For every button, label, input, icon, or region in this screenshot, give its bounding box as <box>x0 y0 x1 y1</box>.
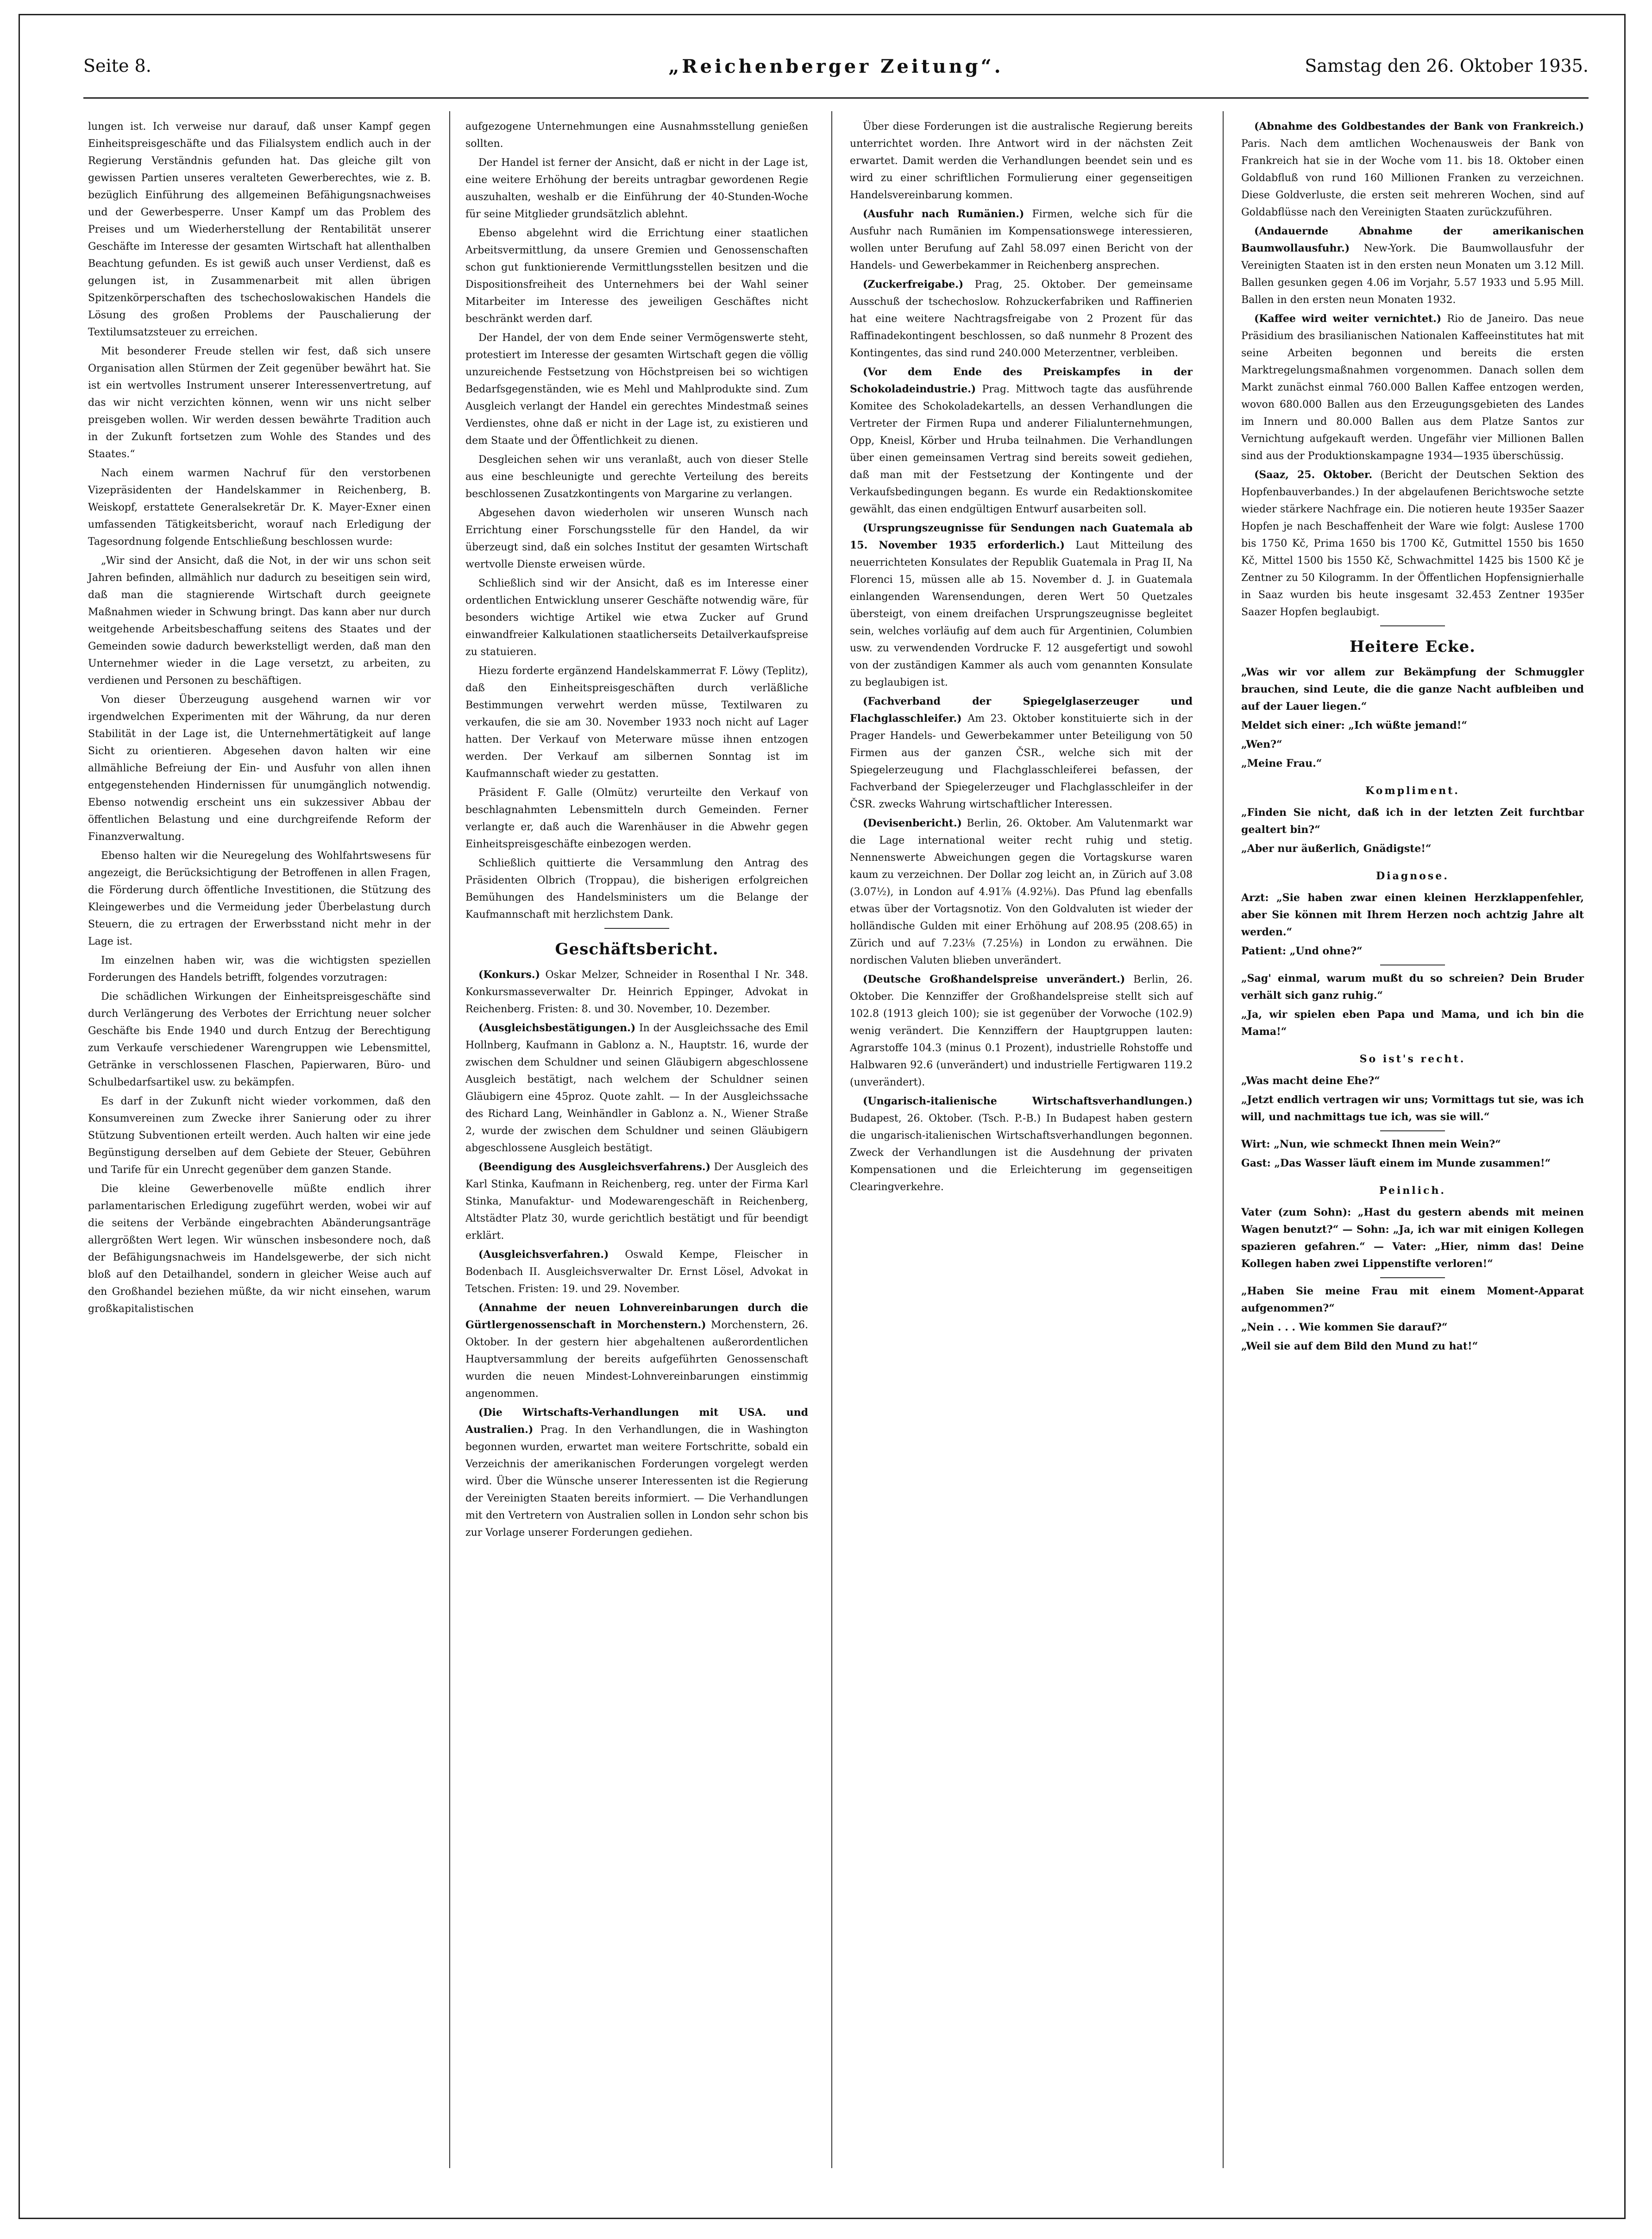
humor-line: „Ja, wir spielen eben Papa und Mama, und ich bin die Mama!“ <box>1241 1009 1584 1038</box>
news-item-text: New-York. Die Baumwollausfuhr der Vereinigten Staaten ist in den ersten neun Monaten um 3.12 Mill. Ballen gesunken gegen 4.06 im Vorjahr, 5.57 1933 und 5.95 Mill. Ballen in den ersten neun Monaten 1932. <box>1241 243 1584 306</box>
humor-line: „Weil sie auf dem Bild den Mund zu hat!“ <box>1241 1340 1478 1352</box>
humor-title: Peinlich. <box>1379 1185 1446 1197</box>
humor-section <box>1241 664 1584 1355</box>
divider <box>1380 625 1445 626</box>
news-item-heading: (Saaz, 25. Oktober. <box>1254 469 1373 481</box>
news-item-text: Prag. Mittwoch tagte das ausführende Komitee des Schokoladekartells, an dessen Verhandlungen die Vertreter der Firmen Rupa und anderer Filialunternehmungen, Opp, Kneisl, Körber und Hruba teilnahmen. Die Verhandlungen über einen gemeinsamen Vertrag sind bereits soweit gediehen, daß man mit der Festsetzung der Kontingente und der Verkaufsbedingungen begann. Es wurde ein Redaktionskomitee gewählt, das einen endgültigen Entwurf ausarbeiten soll. <box>850 384 1193 515</box>
paragraph: Ebenso abgelehnt wird die Errichtung einer staatlichen Arbeitsvermittlung, da unsere Gremien und Genossenschaften schon gut funktionierende Vermittlungsstellen besitzen und die Dispositionsfreiheit des Unternehmers bei der Wahl seiner Mitarbeiter im Interesse des jeweiligen Geschäftes nicht beschränkt werden darf. <box>465 227 808 325</box>
news-item <box>850 520 1193 691</box>
news-item-text: Am 23. Oktober konstituierte sich in der Prager Handels- und Gewerbekammer unter Beteiligung von 50 Firmen aus der ganzen ČSR., welche sich mit der Spiegelerzeugung und Flachglasschleiferei befassen, der Fachverband der Spiegelerzeuger und Flachglasschleifer in der ČSR. zwecks Wahrung wirtschaftlicher Interessen. <box>850 713 1193 810</box>
humor-line: „Jetzt endlich vertragen wir uns; Vormittags tut sie, was ich will, und nachmittags tue ich, was sie will.“ <box>1241 1094 1584 1123</box>
news-item <box>850 276 1193 362</box>
news-item-text: In der Ausgleichssache des Emil Hollnberg, Kaufmann in Gablonz a. N., Hauptstr. 16, wurde der zwischen dem Schuldner und seinen Gläubigern abgeschlossene Ausgleich bestätigt, nach welchem der Schuldner seinen Gläubigern eine 45proz. Quote zahlt. — In der Ausgleichssache des Richard Lang, Weinhändler in Gablonz a. N., Wiener Straße 2, wurde der zwischen dem Schuldner und seinen Gläubigern abgeschlossene Ausgleich bestätigt. <box>465 1022 808 1154</box>
humor-line: „Was macht deine Ehe?“ <box>1241 1075 1380 1087</box>
paragraph: Der Handel ist ferner der Ansicht, daß er nicht in der Lage ist, eine weitere Erhöhung der bereits untragbar gewordenen Regie auszuhalten, weshalb er die Einführung der 40-Stunden-Woche für seine Mitglieder grundsätzlich ablehnt. <box>465 157 808 220</box>
humor-lead: „Was wir vor allem zur Bekämpfung der Schmuggler brauchen, sind Leute, die die ganze Nacht aufbleiben und auf der Lauer liegen.“ <box>1241 666 1584 713</box>
news-item-text: Prag, 25. Oktober. Der gemeinsame Ausschuß der tschechoslow. Rohzuckerfabriken und Raffinerien hat eine weitere Nachtragsfreigabe von 2 Prozent für das Raffinadekontingent beschlossen, so daß nunmehr 8 Prozent des Kontingentes, das sind rund 240.000 Meterzentner, verbleiben. <box>850 279 1193 359</box>
paragraph: Mit besonderer Freude stellen wir fest, daß sich unsere Organisation allen Stürmen der Zeit gegenüber bewährt hat. Sie ist ein wertvolles Instrument unserer Interessenvertretung, auf das wir nicht verzichten können, wenn wir uns nicht selber preisgeben wollen. Wir werden dessen bewährte Tradition auch in der Zukunft fortsetzen zum Wohle des Standes und des Staates.“ <box>88 346 431 460</box>
humor-line: Vater (zum Sohn): „Hast du gestern abends mit meinen Wagen benutzt?“ — Sohn: „Ja, ich war mit einigen Kollegen spazieren gefahren.“ — Vater: „Hier, nimm das! Deine Kollegen haben zwei Lippenstifte verloren!“ <box>1241 1206 1584 1270</box>
column-divider <box>449 111 450 2168</box>
humor-line: „Finden Sie nicht, daß ich in der letzten Zeit furchtbar gealtert bin?“ <box>1241 807 1584 836</box>
news-item-heading: (Ausfuhr nach Rumänien.) <box>863 208 1024 220</box>
news-item-text: Oskar Melzer, Schneider in Rosenthal I Nr. 348. Konkursmasseverwalter Dr. Heinrich Eppinger, Advokat in Reichenberg. Fristen: 8. und 30. November, 10. Dezember. <box>465 969 808 1015</box>
news-item-text: Laut Mitteilung des neuerrichteten Konsulates der Republik Guatemala in Prag II, Na Florenci 15, müssen alle ab 15. November d. J. in Guatemala einlangenden Warensendungen, deren Wert 50 Quetzales übersteigt, von einem dreifachen Ursprungszeugnisse begleitet sein, welches vorläufig auf dem auch für Argentinien, Columbien usw. zu verwendenden Vordrucke F. 12 ausgefertigt und sowohl von der zuständigen Kammer als auch vom genannten Konsulate zu beglaubigen ist. <box>850 540 1193 688</box>
news-item-text: Oswald Kempe, Fleischer in Bodenbach II. Ausgleichsverwalter Dr. Ernst Lösel, Advokat in Tetschen. Fristen: 19. und 29. November. <box>465 1249 808 1295</box>
paragraph: lungen ist. Ich verweise nur darauf, daß unser Kampf gegen Einheitspreisgeschäfte und das Filialsystem endlich auch in der Regierung Verständnis gefunden hat. Das gleiche gilt von gewissen Partien unseres veralteten Gewerberechtes, wie z. B. bezüglich Einführung des allgemeinen Befähigungsnachweises und der Gewerbesperre. Unser Kampf um das Problem des Preises und um Wiederherstellung der Rentabilität unserer Geschäfte im Interesse der gesamten Wirtschaft hat allenthalben Beachtung gefunden. Es ist gewiß auch unser Verdienst, daß es gelungen ist, in Zusammenarbeit mit allen übrigen Spitzenkörperschaften des tschechoslowakischen Handels die Lösung des großen Problems der Pauschalierung der Textilumsatzsteuer zu erreichen. <box>88 121 431 338</box>
news-item-heading: (Fachverband der Spiegelglaserzeuger und Flachglasschleifer.) <box>850 695 1193 725</box>
news-item <box>850 971 1193 1091</box>
news-list <box>1241 118 1584 621</box>
divider <box>604 928 669 929</box>
paragraph: Im einzelnen haben wir, was die wichtigsten speziellen Forderungen des Handels betrifft, folgendes vorzutragen: <box>88 955 431 984</box>
humor-line: „Nein . . . Wie kommen Sie darauf?“ <box>1241 1321 1448 1333</box>
header-rule <box>83 97 1589 99</box>
news-item <box>1241 118 1584 221</box>
humor-title: Kompliment. <box>1365 785 1460 797</box>
humor-title: Diagnose. <box>1376 870 1449 882</box>
section-title-heitere-ecke: Heitere Ecke. <box>1349 637 1476 656</box>
news-item <box>1241 467 1584 621</box>
news-item-text: Berlin, 26. Oktober. Die Kennziffer der Großhandelspreise stellt sich auf 102.8 (1913 gleich 100); sie ist gegenüber der Vorwoche (102.9) wenig verändert. Die Kennziffern der Hauptgruppen lauten: Agrarstoffe 104.3 (minus 0.1 Prozent), industrielle Rohstoffe und Halbwaren 92.6 (unverändert) und industrielle Fertigwaren 119.2 (unverändert). <box>850 974 1193 1088</box>
humor-line: „Wen?“ <box>1241 738 1282 751</box>
news-item <box>850 206 1193 274</box>
humor-line: „Haben Sie meine Frau mit einem Moment-Apparat aufgenommen?“ <box>1241 1285 1584 1314</box>
section-title-geschaeftsbericht: Geschäftsbericht. <box>555 940 719 959</box>
news-item <box>850 364 1193 518</box>
news-item-heading: (Ungarisch-italienische Wirtschaftsverhandlungen.) <box>863 1095 1193 1107</box>
news-item-heading: (Vor dem Ende des Preiskampfes in der Schokoladeindustrie.) <box>850 366 1193 395</box>
news-item-text: Firmen, welche sich für die Ausfuhr nach Rumänien im Kompensationswege interessieren, wollen unter Berufung auf Zahl 58.097 einen Bericht von der Handels- und Gewerbekammer in Reichenberg ansprechen. <box>850 208 1193 271</box>
news-item-text: Über diese Forderungen ist die australische Regierung bereits unterrichtet worden. Ihre Antwort wird in der nächsten Zeit erwartet. Damit werden die Verhandlungen beendet sein und es wird zu einer schriftlichen Formulierung einer gegenseitigen Handelsvereinbarung kommen. <box>850 121 1193 201</box>
news-item-heading: (Annahme der neuen Lohnvereinbarungen durch die Gürtlergenossenschaft in Morchenstern.) <box>465 1302 808 1331</box>
column-4 <box>1241 118 1584 1357</box>
paragraph: Es darf in der Zukunft nicht wieder vorkommen, daß den Konsumvereinen zum Zwecke ihrer Sanierung oder zu ihrer Stützung Subventionen erteilt werden. Auch halten wir eine jede Begünstigung derselben auf dem Gebiete der Steuer, Gebühren und Tarife für ein Unrecht gegenüber dem ganzen Stande. <box>88 1096 431 1176</box>
news-item <box>850 815 1193 969</box>
news-list <box>850 118 1193 1196</box>
news-item <box>465 1246 808 1298</box>
news-item <box>1241 310 1584 465</box>
humor-line: Gast: „Das Wasser läuft einem im Munde zusammen!“ <box>1241 1157 1551 1169</box>
news-item-text: Morchenstern, 26. Oktober. In der gestern hier abgehaltenen außerordentlichen Hauptversammlung der bereits aufgeführten Genossenschaft wurden die neuen Mindest-Lohnvereinbarungen einstimmig angenommen. <box>465 1319 808 1400</box>
paragraph: Hiezu forderte ergänzend Handelskammerrat F. Löwy (Teplitz), daß den Einheitspreisgeschäften durch verläßliche Bestimmungen verwehrt werden müsse, Textilwaren zu verkaufen, die sie am 30. November 1933 noch nicht auf Lager hatten. Der Verkauf von Meterware müsse ihnen entzogen werden. Der Verkauf am silbernen Sonntag ist im Kaufmannschaft wieder zu gestatten. <box>465 665 808 780</box>
humor-line: Meldet sich einer: „Ich wüßte jemand!“ <box>1241 719 1468 732</box>
news-item-heading: (Devisenbericht.) <box>863 817 962 829</box>
news-item-heading: (Kaffee wird weiter vernichtet.) <box>1254 313 1442 325</box>
paragraph: Schließlich quittierte die Versammlung den Antrag des Präsidenten Olbrich (Troppau), die bisherigen erfolgreichen Bemühungen des Handelsministers um die Belange der Kaufmannschaft mit herzlichstem Dank. <box>465 858 808 921</box>
news-item <box>465 1159 808 1244</box>
news-item <box>465 1020 808 1157</box>
paragraph: aufgezogene Unternehmungen eine Ausnahmsstellung genießen sollten. <box>465 121 808 150</box>
divider <box>1380 1277 1445 1278</box>
news-item-heading: (Ausgleichsbestätigungen.) <box>478 1022 636 1034</box>
news-item <box>850 1093 1193 1196</box>
humor-line: „Aber nur äußerlich, Gnädigste!“ <box>1241 843 1432 855</box>
humor-list <box>1241 782 1584 1355</box>
news-item <box>850 118 1193 204</box>
news-item-heading: (Konkurs.) <box>478 969 540 981</box>
column-1 <box>88 118 431 1319</box>
column-divider <box>1223 111 1224 2168</box>
news-item-text: (Bericht der Deutschen Sektion des Hopfenbauverbandes.) In der abgelaufenen Berichtswoche setzte wieder stärkere Nachfrage ein. Die notieren heute 1935er Saazer Hopfen je nach Beschaffenheit der Ware wie folgt: Auslese 1700 bis 1750 Kč, Prima 1650 bis 1700 Kč, Gutmittel 1550 bis 1650 Kč, Mittel 1500 bis 1550 Kč, Schwachmittel 1425 bis 1500 Kč je Zentner zu 50 Kilogramm. In der Öffentlichen Hopfensignierhalle in Saaz wurden bis heute insgesamt 32.453 Zentner 1935er Saazer Hopfen beglaubigt. <box>1241 469 1584 618</box>
news-item <box>850 693 1193 813</box>
page-header <box>83 56 1589 93</box>
paragraph: Der Handel, der von dem Ende seiner Vermögenswerte steht, protestiert im Interesse der gesamten Wirtschaft gegen die völlig unzureichende Festsetzung von Höchstpreisen bei so wichtigen Bedarfsgegenständen, wie es Mehl und Mahlprodukte sind. Zum Ausgleich verlangt der Handel ein gerechtes Mindestmaß seines Verdienstes, ohne daß er nicht in der Lage ist, zu existieren und dem Staate und der Öffentlichkeit zu dienen. <box>465 332 808 447</box>
paragraph: Präsident F. Galle (Olmütz) verurteilte den Verkauf von beschlagnahmten Lebensmitteln durch Gemeinden. Ferner verlangte er, daß auch die Warenhäuser in die Abwehr gegen Einheitspreisgeschäfte einbezogen werden. <box>465 787 808 850</box>
page-number: Seite 8. <box>83 56 151 76</box>
news-item-text: Rio de Janeiro. Das neue Präsidium des brasilianischen Nationalen Kaffeeinstitutes hat mit seine Arbeiten begonnen und bereits die ersten Marktregelungsmaßnahmen vorgenommen. Danach sollen dem Markt zunächst einmal 760.000 Ballen Kaffee entzogen werden, wovon 680.000 Ballen aus den Erzeugungsgebieten des Landes im Innern und 80.000 Ballen aus dem Platze Santos zur Vernichtung aufgekauft werden. Ungefähr vier Millionen Ballen sind aus der Produktionskampagne 1934—1935 überschüssig. <box>1241 313 1584 462</box>
humor-line: „Sag' einmal, warum mußt du so schreien? Dein Bruder verhält sich ganz ruhig.“ <box>1241 972 1584 1002</box>
news-item-heading: (Beendigung des Ausgleichsverfahrens.) <box>478 1161 710 1173</box>
humor-line: Patient: „Und ohne?“ <box>1241 945 1363 957</box>
paragraph: Desgleichen sehen wir uns veranlaßt, auch von dieser Stelle aus eine beschleunigte und gerechte Verteilung des bereits beschlossenen Zusatzkontingents von Margarine zu verlangen. <box>465 454 808 500</box>
news-item-heading: (Andauernde Abnahme der amerikanischen Baumwollausfuhr.) <box>1241 225 1584 254</box>
column-2 <box>465 118 808 1543</box>
news-item-text: Budapest, 26. Oktober. (Tsch. P.-B.) In Budapest haben gestern die ungarisch-italienischen Wirtschaftsverhandlungen begonnen. Zweck der Verhandlungen ist die Ausdehnung der privaten Kompensationen und die Erleichterung im gegenseitigen Clearingverkehre. <box>850 1113 1193 1193</box>
news-item <box>1241 223 1584 309</box>
news-item-heading: (Abnahme des Goldbestandes der Bank von Frankreich.) <box>1254 120 1584 132</box>
paragraph: Schließlich sind wir der Ansicht, daß es im Interesse einer ordentlichen Entwicklung unserer Geschäfte notwendig wäre, für besonders wichtige Artikel wie etwa Zucker auf Grund einwandfreier Kalkulationen staatlicherseits Detailverkaufspreise zu statuieren. <box>465 578 808 658</box>
paragraph: Ebenso halten wir die Neuregelung des Wohlfahrtswesens für angezeigt, die Berücksichtigung der Betroffenen in allen Fragen, die Förderung durch öffentliche Investitionen, die Stützung des Kleingewerbes und die Vermeidung jeder Überbelastung durch Steuern, die zu ertragen der Erwerbsstand nicht mehr in der Lage ist. <box>88 850 431 947</box>
news-item-heading: (Zuckerfreigabe.) <box>863 278 964 290</box>
news-item <box>465 966 808 1018</box>
divider <box>1380 1130 1445 1131</box>
paragraph: Nach einem warmen Nachruf für den verstorbenen Vizepräsidenten der Handelskammer in Reichenberg, B. Weiskopf, erstattete Generalsekretär Dr. K. Mayer-Exner einen umfassenden Tätigkeitsbericht, worauf nach Erledigung der Tagesordnung folgende Entschließung beschlossen wurde: <box>88 467 431 548</box>
paragraph: „Wir sind der Ansicht, daß die Not, in der wir uns schon seit Jahren befinden, allmählich nur dadurch zu beseitigen sein wird, daß man die stagnierende Wirtschaft durch geeignete Maßnahmen wieder in Schwung bringt. Das kann aber nur durch weitgehende Arbeitsbeschaffung seitens des Staates und der Gemeinden sowie dadurch bewerkstelligt werden, daß man den Unternehmer wieder in die Lage versetzt, zu arbeiten, zu verdienen und Personen zu beschäftigen. <box>88 555 431 687</box>
paragraph: Die schädlichen Wirkungen der Einheitspreisgeschäfte sind durch Verlängerung des Verbotes der Errichtung neuer solcher Geschäfte bis Ende 1940 und durch Entzug der Berechtigung zum Verkaufe verschiedener Warengruppen wie Lebensmittel, Getränke in verschlossenen Flaschen, Papierwaren, Büro- und Schulbedarfsartikel usw. zu bekämpfen. <box>88 991 431 1088</box>
news-item-text: Der Ausgleich des Karl Stinka, Kaufmann in Reichenberg, reg. unter der Firma Karl Stinka, Manufaktur- und Modewarengeschäft in Reichenberg, Altstädter Platz 30, wurde gerichtlich bestätigt und für beendigt erklärt. <box>465 1161 808 1242</box>
column-divider <box>831 111 832 2168</box>
issue-date: Samstag den 26. Oktober 1935. <box>1305 56 1589 76</box>
news-item <box>465 1404 808 1541</box>
humor-line: Wirt: „Nun, wie schmeckt Ihnen mein Wein?“ <box>1241 1138 1501 1150</box>
news-item-heading: (Ursprungszeugnisse für Sendungen nach Guatemala ab 15. November 1935 erforderlich.) <box>850 522 1193 551</box>
paragraph: Die kleine Gewerbenovelle müßte endlich ihrer parlamentarischen Erledigung zugeführt werden, wobei wir auf die seitens der Verbände eingebrachten Abänderungsanträge allergrößten Wert legen. Wir wünschen insbesondere noch, daß der Befähigungsnachweis im Handelsgewerbe, der sich nicht bloß auf den Detailhandel, sondern in gleicher Weise auch auf den Großhandel beziehen müßte, da wir nicht einsehen, warum großkapitalistischen <box>88 1183 431 1315</box>
humor-title: So ist's recht. <box>1359 1053 1466 1065</box>
report-list <box>465 966 808 1541</box>
news-item-text: Paris. Nach dem amtlichen Wochenausweis der Bank von Frankreich hat sie in der Woche vom 11. bis 18. Oktober einen Goldabfluß von rund 160 Millionen Franken zu verzeichnen. Diese Goldverluste, die ersten seit mehreren Wochen, sind auf Goldabflüsse nach den Vereinigten Staaten zurückzuführen. <box>1241 138 1584 218</box>
news-item-text: Berlin, 26. Oktober. Am Valutenmarkt war die Lage international weiter recht ruhig und stetig. Nennenswerte Abweichungen gegen die Vortagskurse waren kaum zu verzeichnen. Der Dollar zog leicht an, in Zürich auf 3.08 (3.07½), in London auf 4.91⅞ (4.92⅛). Das Pfund lag ebenfalls etwas über der Vortagsnotiz. Von den Goldvaluten ist wieder der holländische Gulden mit einer Erhöhung auf 208.95 (208.65) in Zürich und auf 7.23⅛ (7.25⅛) in London zu erwähnen. Die nordischen Valuten blieben unverändert. <box>850 818 1193 966</box>
news-item-text: Prag. In den Verhandlungen, die in Washington begonnen wurden, erwartet man weitere Fortschritte, sobald ein Verzeichnis der amerikanischen Forderungen vorgelegt werden wird. Über die Wünsche unserer Interessenten ist die Regierung der Vereinigten Staaten bereits informiert. — Die Verhandlungen mit den Vertretern von Australien sollen in London sehr schon bis zur Vorlage unserer Forderungen gediehen. <box>465 1424 808 1539</box>
humor-line: Arzt: „Sie haben zwar einen kleinen Herzklappenfehler, aber Sie können mit Ihrem Herzen noch achtzig Jahre alt werden.“ <box>1241 892 1584 938</box>
news-item-heading: (Die Wirtschafts-Verhandlungen mit USA. und Australien.) <box>465 1406 808 1436</box>
newspaper-title: „Reichenberger Zeitung“. <box>668 56 1004 77</box>
news-item-heading: (Deutsche Großhandelspreise unverändert.) <box>863 973 1125 985</box>
column-3 <box>850 118 1193 1198</box>
humor-line: „Meine Frau.“ <box>1241 757 1322 769</box>
news-item <box>465 1299 808 1402</box>
paragraph: Von dieser Überzeugung ausgehend warnen wir vor irgendwelchen Experimenten mit der Währung, da nur deren Stabilität in der Lage ist, die Unternehmertätigkeit auf lange Sicht zu orientieren. Abgesehen davon halten wir eine allmähliche Befreiung der Ein- und Ausfuhr von allen ihnen entgegenstehenden Hindernissen für unumgänglich notwendig. Ebenso notwendig erscheint uns ein sukzessiver Abbau der öffentlichen Belastung und eine durchgreifende Reform der Finanzverwaltung. <box>88 694 431 843</box>
news-item-heading: (Ausgleichsverfahren.) <box>478 1249 609 1261</box>
paragraph: Abgesehen davon wiederholen wir unseren Wunsch nach Errichtung einer Forschungsstelle für den Handel, da wir überzeugt sind, daß ein solches Institut der gesamten Wirtschaft wertvolle Dienste erweisen würde. <box>465 507 808 570</box>
